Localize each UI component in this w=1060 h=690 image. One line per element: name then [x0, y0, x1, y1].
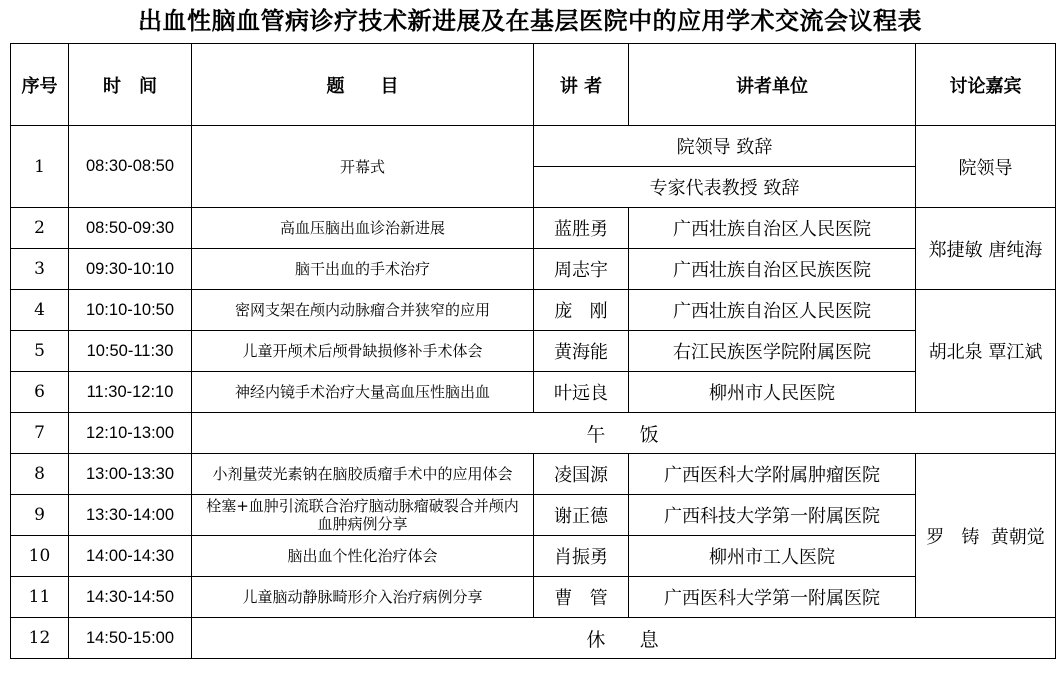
table-row [11, 208, 1056, 249]
row-speaker: 肖振勇 [534, 536, 629, 577]
agenda-table [10, 43, 1056, 659]
table-row [11, 249, 1056, 290]
row-unit: 广西壮族自治区民族医院 [629, 249, 916, 290]
row-speaker: 凌国源 [534, 454, 629, 495]
row-time: 12:10-13:00 [69, 413, 192, 454]
row-speaker: 谢正德 [534, 495, 629, 536]
row-no: 8 [11, 454, 69, 495]
row-topic: 儿童开颅术后颅骨缺损修补手术体会 [192, 331, 534, 372]
row-topic: 栓塞+血肿引流联合治疗脑动脉瘤破裂合并颅内血肿病例分享 [192, 495, 534, 536]
row-no: 12 [11, 618, 69, 659]
lunch-break: 午 饭 [192, 413, 1056, 454]
row-unit: 右江民族医学院附属医院 [629, 331, 916, 372]
row-time: 13:30-14:00 [69, 495, 192, 536]
row-speaker: 蓝胜勇 [534, 208, 629, 249]
row-time: 11:30-12:10 [69, 372, 192, 413]
row-speaker: 叶远良 [534, 372, 629, 413]
row-guests: 郑捷敏 唐纯海 [916, 208, 1056, 290]
table-row [11, 577, 1056, 618]
row-time: 14:00-14:30 [69, 536, 192, 577]
row-time: 13:00-13:30 [69, 454, 192, 495]
row-time: 08:30-08:50 [69, 126, 192, 208]
row-unit: 广西科技大学第一附属医院 [629, 495, 916, 536]
table-row [11, 126, 1056, 167]
row-unit: 广西壮族自治区人民医院 [629, 208, 916, 249]
table-row [11, 454, 1056, 495]
header-guests: 讨论嘉宾 [916, 44, 1056, 126]
row-topic: 脑干出血的手术治疗 [192, 249, 534, 290]
row-speaker: 黄海能 [534, 331, 629, 372]
row-time: 08:50-09:30 [69, 208, 192, 249]
table-row [11, 536, 1056, 577]
opening-line-2: 专家代表教授 致辞 [534, 167, 916, 208]
row-topic: 高血压脑出血诊治新进展 [192, 208, 534, 249]
table-row [11, 331, 1056, 372]
header-unit: 讲者单位 [629, 44, 916, 126]
rest-break: 休 息 [192, 618, 1056, 659]
row-topic: 儿童脑动静脉畸形介入治疗病例分享 [192, 577, 534, 618]
opening-line-1: 院领导 致辞 [534, 126, 916, 167]
row-no: 5 [11, 331, 69, 372]
header-time: 时 间 [69, 44, 192, 126]
row-unit: 广西医科大学附属肿瘤医院 [629, 454, 916, 495]
row-no: 2 [11, 208, 69, 249]
table-row [11, 413, 1056, 454]
row-no: 11 [11, 577, 69, 618]
row-time: 10:50-11:30 [69, 331, 192, 372]
row-topic: 小剂量荧光素钠在脑胶质瘤手术中的应用体会 [192, 454, 534, 495]
row-guests: 罗 铸 黄朝觉 [916, 454, 1056, 618]
row-no: 3 [11, 249, 69, 290]
table-row [11, 618, 1056, 659]
row-unit: 广西医科大学第一附属医院 [629, 577, 916, 618]
row-no: 4 [11, 290, 69, 331]
row-speaker: 庞 刚 [534, 290, 629, 331]
row-time: 09:30-10:10 [69, 249, 192, 290]
row-no: 9 [11, 495, 69, 536]
header-speaker: 讲 者 [534, 44, 629, 126]
row-unit: 广西壮族自治区人民医院 [629, 290, 916, 331]
row-time: 14:50-15:00 [69, 618, 192, 659]
row-topic: 开幕式 [192, 126, 534, 208]
page-title: 出血性脑血管病诊疗技术新进展及在基层医院中的应用学术交流会议程表 [138, 7, 922, 35]
row-time: 14:30-14:50 [69, 577, 192, 618]
header-row [11, 44, 1056, 126]
table-row [11, 290, 1056, 331]
header-topic: 题 目 [192, 44, 534, 126]
row-unit: 柳州市工人医院 [629, 536, 916, 577]
header-no: 序号 [11, 44, 69, 126]
row-time: 10:10-10:50 [69, 290, 192, 331]
row-topic: 脑出血个性化治疗体会 [192, 536, 534, 577]
row-guests: 院领导 [916, 126, 1056, 208]
table-row [11, 372, 1056, 413]
row-speaker: 曹 管 [534, 577, 629, 618]
row-no: 7 [11, 413, 69, 454]
row-speaker: 周志宇 [534, 249, 629, 290]
row-no: 6 [11, 372, 69, 413]
table-row [11, 495, 1056, 536]
row-no: 10 [11, 536, 69, 577]
row-unit: 柳州市人民医院 [629, 372, 916, 413]
row-topic: 密网支架在颅内动脉瘤合并狭窄的应用 [192, 290, 534, 331]
row-no: 1 [11, 126, 69, 208]
row-guests: 胡北泉 覃江斌 [916, 290, 1056, 413]
row-topic: 神经内镜手术治疗大量高血压性脑出血 [192, 372, 534, 413]
